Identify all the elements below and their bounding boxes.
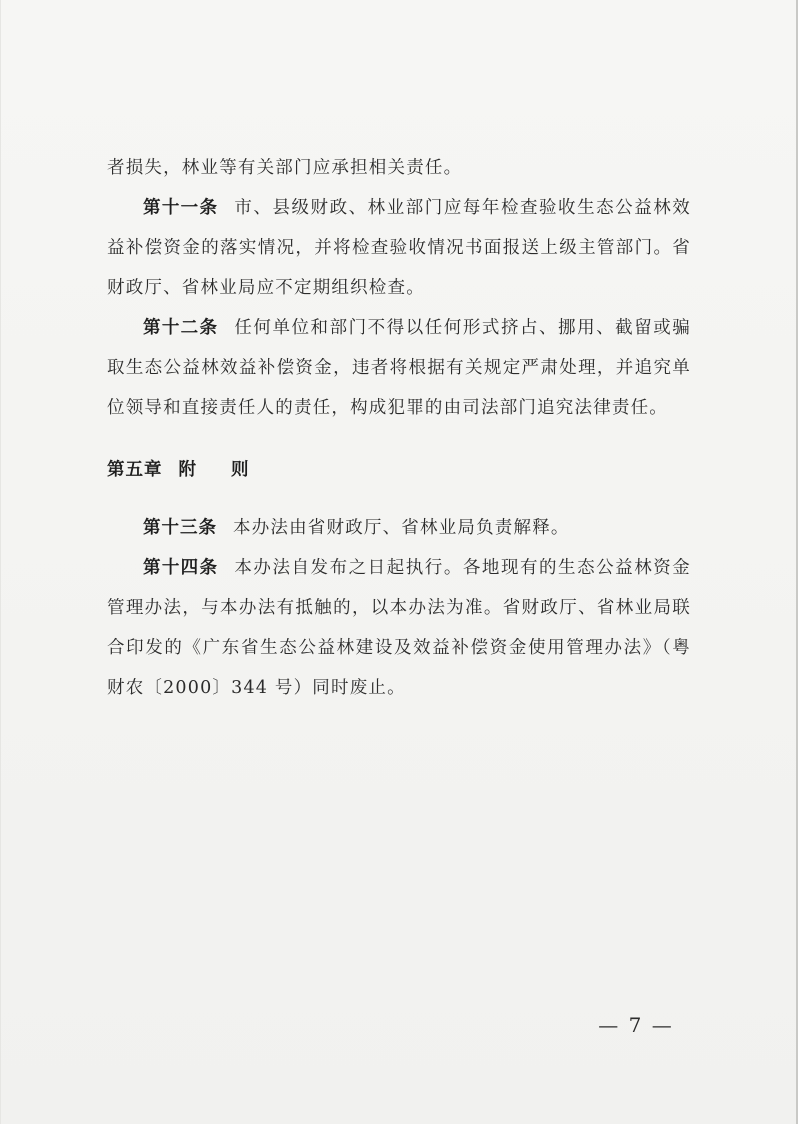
- article-14: [107, 548, 691, 708]
- article-11: [107, 188, 691, 308]
- paragraph-continuation: [107, 148, 691, 188]
- article-12: [107, 308, 691, 428]
- article-text: 本办法由省财政厅、省林业局负责解释。: [233, 518, 570, 538]
- chapter-title-part-b: 则: [231, 460, 250, 480]
- page-number: — 7 —: [598, 1013, 674, 1037]
- article-heading: 第十三条: [143, 518, 217, 538]
- chapter-number: 第五章: [107, 460, 163, 480]
- chapter-heading: [107, 450, 691, 490]
- article-heading: 第十一条: [143, 198, 219, 218]
- article-heading: 第十二条: [143, 318, 219, 338]
- article-text: 本办法自发布之日起执行。各地现有的生态公益林资金管理办法，与本办法有抵触的，以本办法为准。省财政厅、省林业局联合印发的《广东省生态公益林建设及效益补偿资金使用管理办法》（粤财农〔2000〕344 号）同时废止。: [107, 558, 691, 698]
- article-13: [107, 508, 691, 548]
- paragraph-text: 者损失，林业等有关部门应承担相关责任。: [107, 158, 463, 178]
- article-text: 任何单位和部门不得以任何形式挤占、挪用、截留或骗取生态公益林效益补偿资金，违者将根据有关规定严肃处理，并追究单位领导和直接责任人的责任，构成犯罪的由司法部门追究法律责任。: [107, 318, 691, 418]
- chapter-title-part-a: 附: [178, 460, 197, 480]
- article-heading: 第十四条: [143, 558, 219, 578]
- article-text: 市、县级财政、林业部门应每年检查验收生态公益林效益补偿资金的落实情况，并将检查验收情况书面报送上级主管部门。省财政厅、省林业局应不定期组织检查。: [107, 198, 691, 298]
- document-body: [107, 148, 691, 708]
